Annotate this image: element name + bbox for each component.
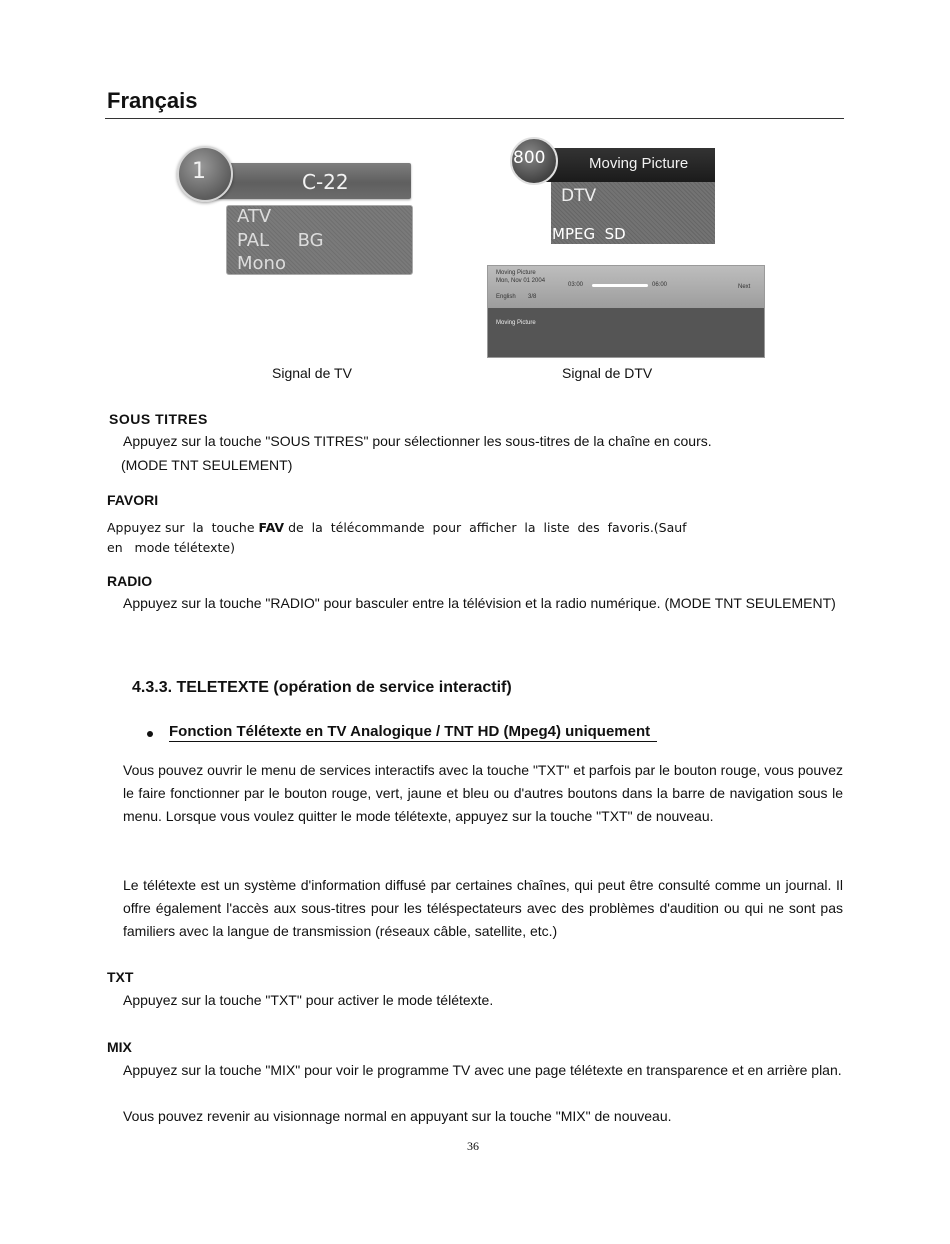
txt-text: Appuyez sur la touche "TXT" pour activer le mode télétexte.	[123, 992, 494, 1008]
sous-titres-text: Appuyez sur la touche "SOUS TITRES" pour sélectionner les sous-titres de la chaîne en cours.	[123, 433, 712, 449]
dtv-info-line: MPEG SD	[552, 225, 626, 243]
dtv-screen-language: English	[496, 294, 516, 300]
dtv-caption: Signal de DTV	[562, 365, 653, 381]
dtv-screen-body-text: Moving Picture	[496, 320, 536, 326]
dtv-channel-number: 800	[513, 148, 546, 168]
dtv-screen-body	[488, 308, 764, 357]
teletext-heading: 4.3.3. TELETEXTE (opération de service interactif)	[132, 679, 512, 696]
favori-text	[107, 517, 687, 538]
favori-text-line2: en mode télétexte)	[107, 540, 235, 555]
tv-caption: Signal de TV	[272, 365, 352, 381]
teletext-paragraph-1: Vous pouvez ouvrir le menu de services interactifs avec la touche "TXT" et parfois par le bouton rouge, vous pouvez le faire fonctionner par le bouton rouge, vert, jaune et bleu ou d'autres boutons dans la barre de navigation sous le menu. Lorsque vous voulez quitter le mode télétexte, appuyez sur la touche "TXT" de nouveau.	[123, 762, 843, 824]
radio-text: Appuyez sur la touche "RADIO" pour basculer entre la télévision et la radio numérique. (MODE TNT SEULEMENT)	[123, 595, 836, 611]
section-heading-mix: MIX	[107, 1039, 132, 1055]
section-heading-txt: TXT	[107, 969, 134, 985]
dtv-screen-next: Next	[738, 284, 751, 290]
tv-channel-number: 1	[192, 159, 206, 184]
dtv-progress-bar	[592, 284, 648, 287]
favori-text-after: de la télécommande pour afficher la liste des favoris.(Sauf	[284, 520, 687, 535]
dtv-info-screen	[487, 265, 765, 358]
bullet-icon	[147, 731, 153, 737]
tv-info-line: Mono	[237, 253, 286, 274]
dtv-screen-time-end: 06:00	[652, 282, 668, 288]
dtv-screen-title: Moving Picture	[496, 270, 536, 276]
dtv-screen-date: Mon, Nov 01 2004	[496, 278, 546, 284]
fav-key-label: FAV	[258, 520, 285, 535]
tv-info-line: ATV	[237, 206, 272, 227]
section-heading-sous-titres: SOUS TITRES	[109, 411, 208, 427]
section-heading-radio: RADIO	[107, 573, 153, 589]
section-heading-favori: FAVORI	[107, 492, 159, 508]
dtv-screen-time-start: 03:00	[568, 282, 584, 288]
page-number: 36	[467, 1139, 479, 1153]
dtv-info-line: DTV	[561, 186, 597, 206]
mix-text-1: Appuyez sur la touche "MIX" pour voir le programme TV avec une page télétexte en transparence et en arrière plan.	[123, 1062, 842, 1078]
teletext-paragraph-2: Le télétexte est un système d'information diffusé par certaines chaînes, qui peut être consulté comme un journal. Il offre également l'accès aux sous-titres pour les téléspectateurs avec des problèmes d'audition ou qui ne sont pas familiers avec la langue de transmission (réseaux câble, satellite, etc.)	[123, 877, 843, 939]
sous-titres-mode-note: (MODE TNT SEULEMENT)	[121, 457, 293, 473]
tv-info-line: PAL BG	[237, 230, 324, 251]
dtv-screen-bitrate: 3/8	[528, 294, 537, 300]
teletext-bullet-heading: Fonction Télétexte en TV Analogique / TNT HD (Mpeg4) uniquement	[169, 723, 657, 742]
dtv-program-title: Moving Picture	[589, 155, 689, 172]
favori-text-before: Appuyez sur la touche	[107, 520, 259, 535]
tv-channel-name: C-22	[302, 170, 349, 194]
page-title: Français	[107, 88, 198, 113]
header-divider	[105, 118, 844, 119]
mix-text-2: Vous pouvez revenir au visionnage normal en appuyant sur la touche "MIX" de nouveau.	[123, 1108, 672, 1124]
